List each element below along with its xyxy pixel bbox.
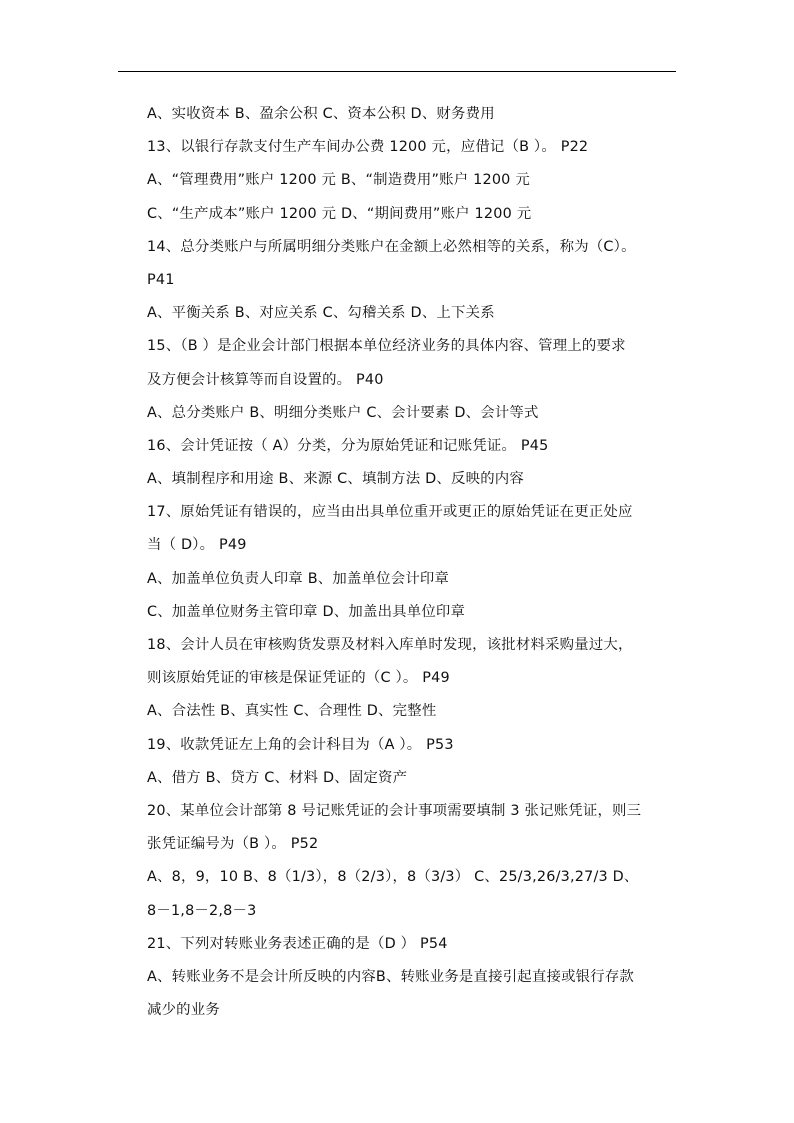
options-line: C、加盖单位财务主管印章 D、加盖出具单位印章 [147,603,466,620]
options-line: A、借方 B、贷方 C、材料 D、固定资产 [147,769,408,786]
options-line: A、填制程序和用途 B、来源 C、填制方法 D、反映的内容 [147,471,524,488]
options-line: A、8，9，10 B、8（1/3），8（2/3），8（3/3） C、25/3,26/3,27/3 D、 [147,869,639,886]
question-19: 19、收款凭证左上角的会计科目为（A ）。 P53 [147,736,454,753]
question-15: 15、（B ）是企业会计部门根据本单位经济业务的具体内容、管理上的要求 [147,338,626,355]
text-line: 则该原始凭证的审核是保证凭证的（C ）。 P49 [147,670,450,687]
header-rule [118,71,676,72]
options-line: A、平衡关系 B、对应关系 C、勾稽关系 D、上下关系 [147,305,495,322]
question-17: 17、原始凭证有错误的，应当由出具单位重开或更正的原始凭证在更正处应 [147,504,633,521]
text-line: 减少的业务 [147,1002,220,1019]
question-18: 18、会计人员在审核购货发票及材料入库单时发现，该批材料采购量过大， [147,637,633,653]
question-20: 20、某单位会计部第 8 号记账凭证的会计事项需要填制 3 张记账凭证，则三 [147,802,642,819]
text-line: A、实收资本 B、盈余公积 C、资本公积 D、财务费用 [147,106,495,122]
question-14: 14、总分类账户与所属明细分类账户在金额上必然相等的关系，称为（C）。 [147,238,636,255]
options-line: A、合法性 B、真实性 C、合理性 D、完整性 [147,703,437,720]
document-body [147,98,682,1027]
question-16: 16、会计凭证按（ A）分类，分为原始凭证和记账凭证。 P45 [147,437,549,454]
options-line: A、加盖单位负责人印章 B、加盖单位会计印章 [147,570,450,587]
text-line: 8－1,8－2,8－3 [147,902,257,919]
options-line: A、“管理费用”账户 1200 元 B、“制造费用”账户 1200 元 [147,172,530,189]
text-line: 张凭证编号为（B ）。 P52 [147,836,319,853]
options-line: C、“生产成本”账户 1200 元 D、“期间费用”账户 1200 元 [147,205,532,222]
options-line: A、转账业务不是会计所反映的内容B、转账业务是直接引起直接或银行存款 [147,968,635,985]
question-21: 21、下列对转账业务表述正确的是（D ） P54 [147,935,448,952]
text-line: P41 [147,271,175,288]
options-line: A、总分类账户 B、明细分类账户 C、会计要素 D、会计等式 [147,404,539,421]
text-line: 及方便会计核算等而自设置的。 P40 [147,371,384,388]
text-line: 当（ D）。 P49 [147,537,247,554]
question-13: 13、以银行存款支付生产车间办公费 1200 元，应借记（B ）。 P22 [147,139,589,156]
